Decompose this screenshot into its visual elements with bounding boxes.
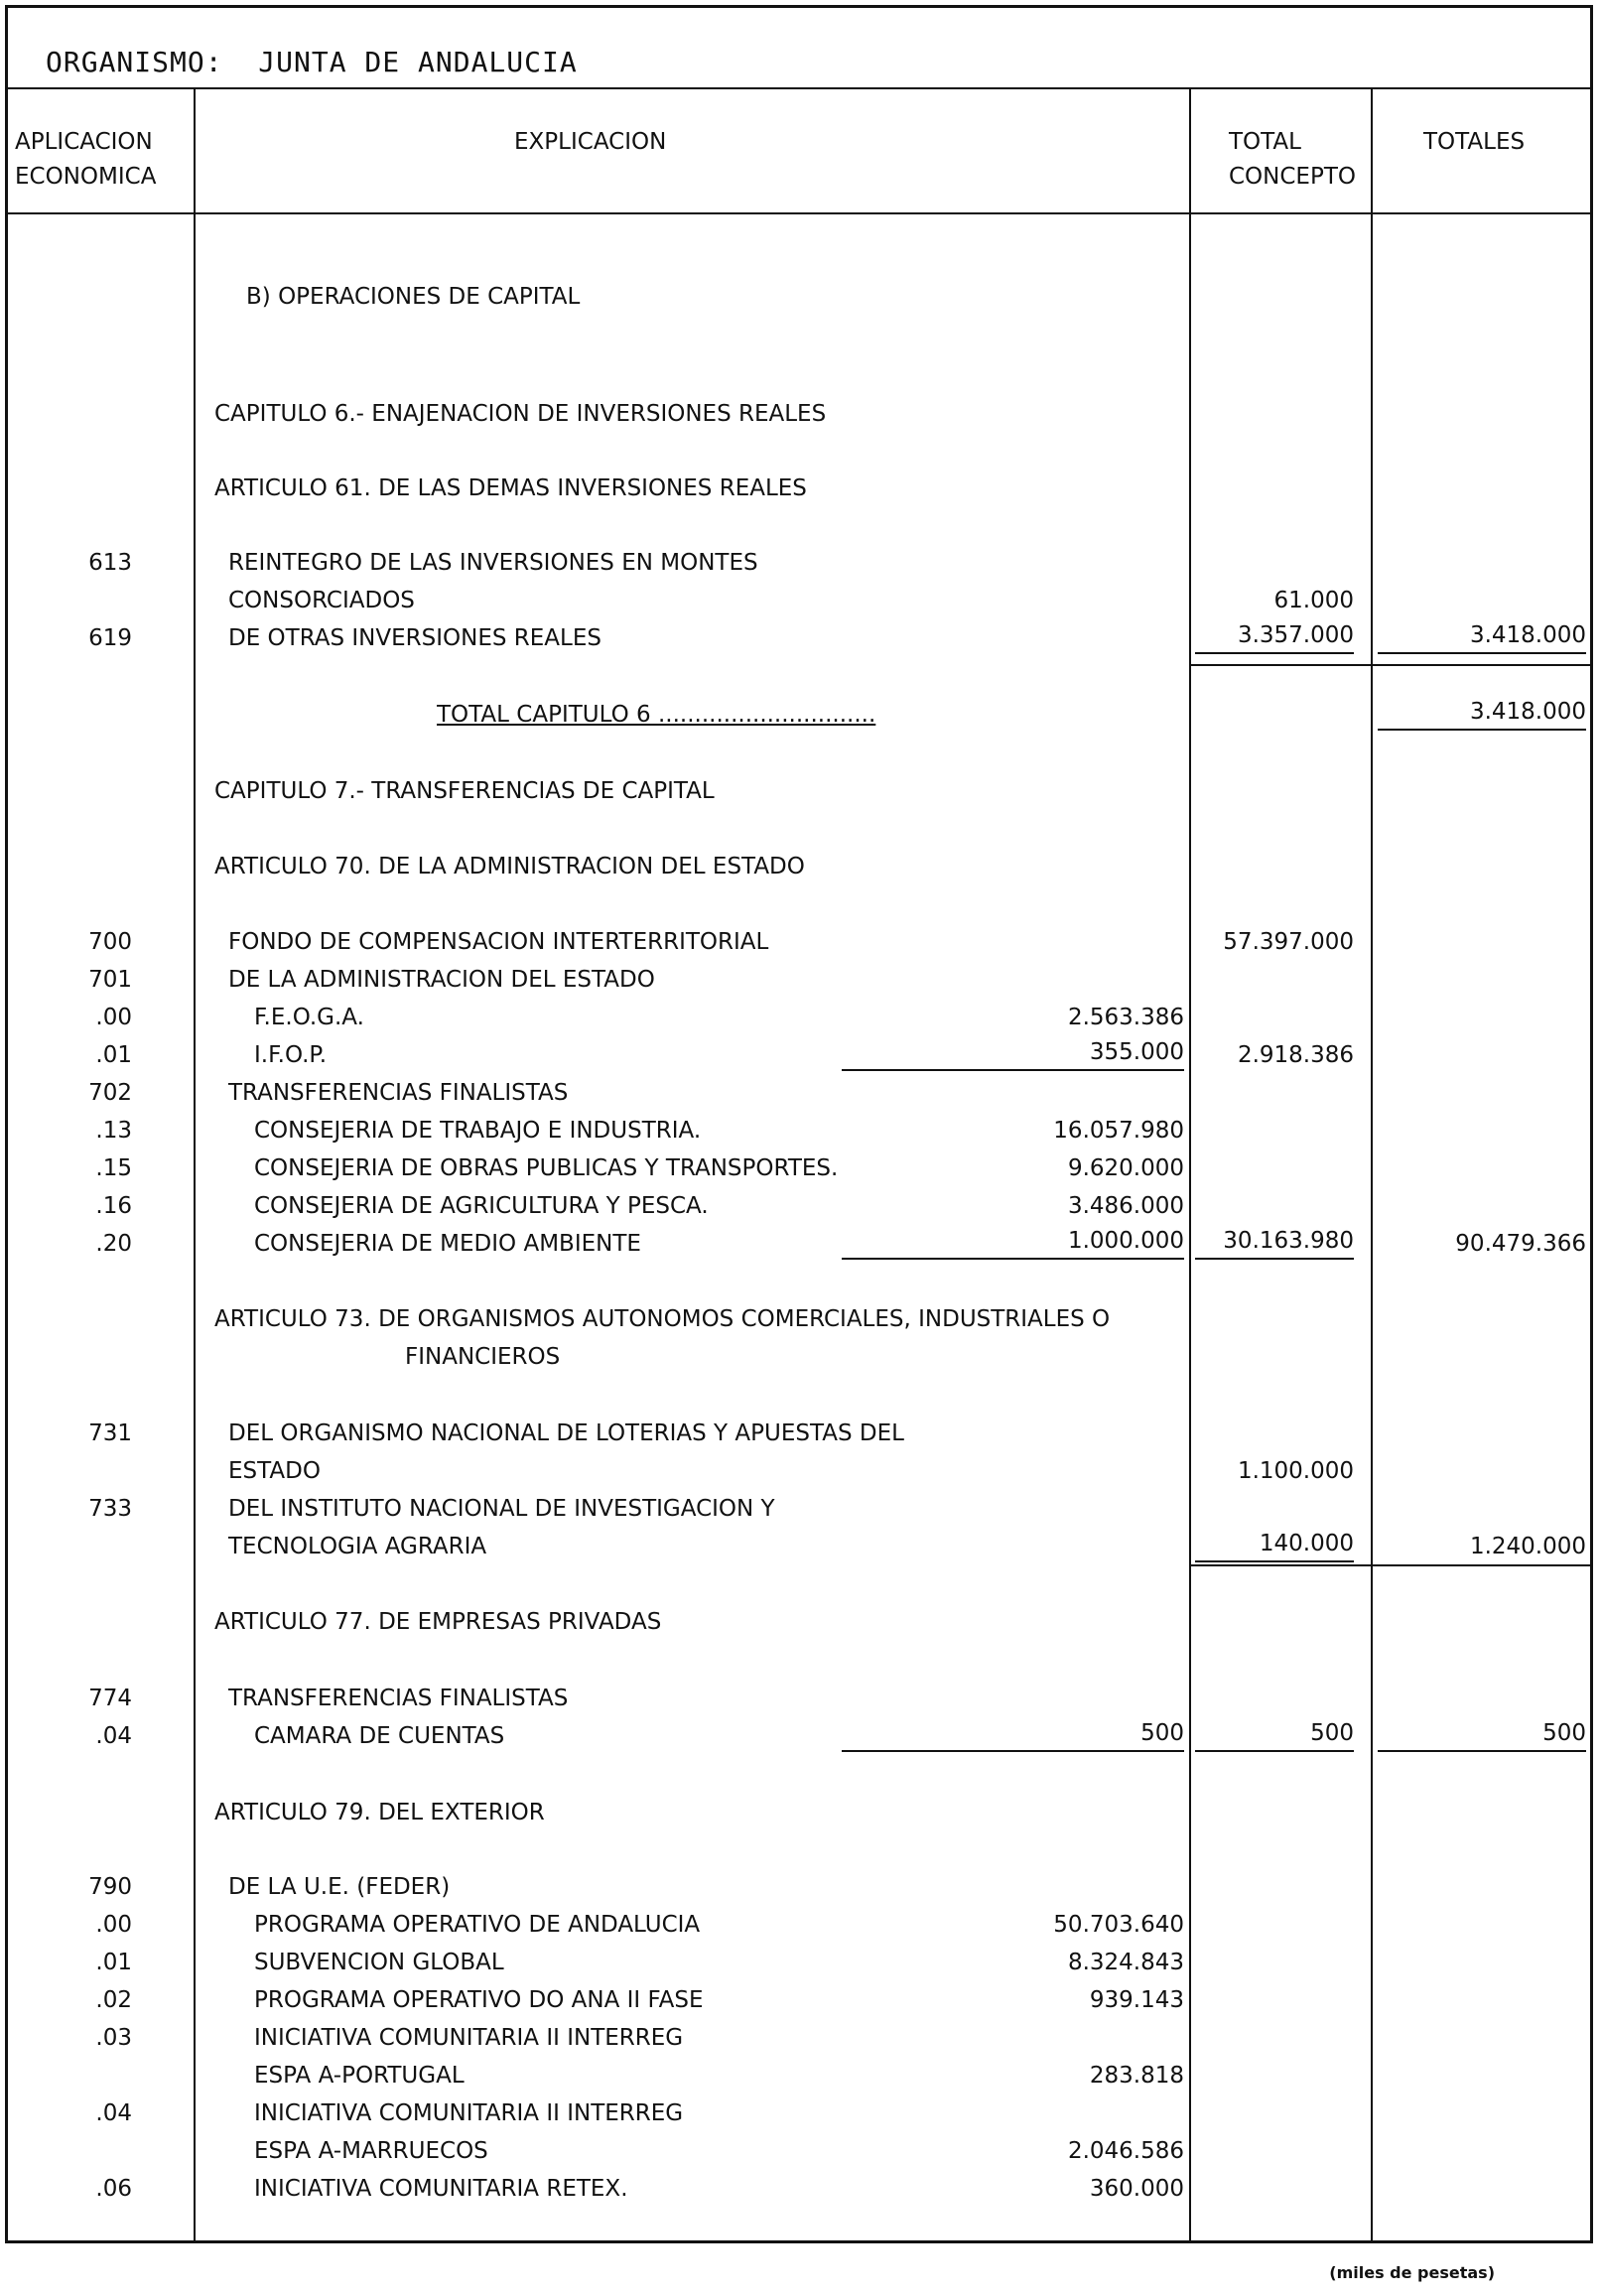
row-explanation: DE OTRAS INVERSIONES REALES	[228, 625, 601, 651]
table-row	[8, 1528, 1590, 1565]
row-amount-detail: 355.000	[842, 1036, 1184, 1071]
row-code: 701	[88, 967, 132, 993]
table-row	[8, 1338, 1590, 1376]
table-row	[8, 395, 1590, 433]
table-row	[8, 1794, 1590, 1831]
table-row	[8, 1112, 1590, 1149]
title-divider	[8, 87, 1590, 89]
row-explanation: CONSEJERIA DE MEDIO AMBIENTE	[254, 1231, 641, 1257]
table-row	[8, 772, 1590, 810]
table-row	[8, 1944, 1590, 1981]
row-explanation: INICIATIVA COMUNITARIA RETEX.	[254, 2176, 628, 2202]
row-code: 733	[88, 1496, 132, 1522]
row-explanation: DE LA U.E. (FEDER)	[228, 1874, 451, 1900]
row-explanation: TRANSFERENCIAS FINALISTAS	[228, 1080, 569, 1106]
row-explanation: INICIATIVA COMUNITARIA II INTERREG	[254, 2025, 684, 2051]
row-explanation: ARTICULO 73. DE ORGANISMOS AUTONOMOS COMERCIALES, INDUSTRIALES O	[214, 1306, 1111, 1332]
row-amount-detail: 3.486.000	[1067, 1193, 1184, 1219]
row-code: 774	[88, 1686, 132, 1711]
row-code: 731	[88, 1420, 132, 1446]
row-total-concepto: 30.163.980	[1195, 1225, 1354, 1260]
row-total-concepto: 2.918.386	[1237, 1042, 1354, 1068]
row-code: .00	[95, 1005, 132, 1030]
row-explanation: DEL INSTITUTO NACIONAL DE INVESTIGACION Y	[228, 1496, 775, 1522]
row-explanation: TOTAL CAPITULO 6 ..............................	[437, 702, 876, 728]
row-code: .00	[95, 1912, 132, 1938]
table-row	[8, 1036, 1590, 1074]
row-explanation: FONDO DE COMPENSACION INTERTERRITORIAL	[228, 929, 769, 955]
row-code: .16	[95, 1193, 132, 1219]
row-code: .02	[95, 1987, 132, 2013]
row-code: .20	[95, 1231, 132, 1257]
row-code: .15	[95, 1155, 132, 1181]
row-explanation: ARTICULO 70. DE LA ADMINISTRACION DEL ESTADO	[214, 854, 805, 879]
row-explanation: ESPA A-MARRUECOS	[254, 2138, 488, 2164]
row-explanation: DEL ORGANISMO NACIONAL DE LOTERIAS Y APUESTAS DEL	[228, 1420, 904, 1446]
row-total-concepto: 500	[1195, 1717, 1354, 1752]
row-code: 790	[88, 1874, 132, 1900]
header-divider	[8, 212, 1590, 214]
row-code: .01	[95, 1042, 132, 1068]
table-row	[8, 619, 1590, 657]
row-explanation: DE LA ADMINISTRACION DEL ESTADO	[228, 967, 655, 993]
row-explanation: PROGRAMA OPERATIVO DO ANA II FASE	[254, 1987, 704, 2013]
totals-rule-6a	[1189, 664, 1590, 666]
table-row	[8, 2057, 1590, 2094]
table-row	[8, 999, 1590, 1036]
table-row	[8, 1868, 1590, 1906]
row-explanation: CAPITULO 7.- TRANSFERENCIAS DE CAPITAL	[214, 778, 715, 804]
table-row	[8, 1187, 1590, 1225]
row-amount-detail: 2.046.586	[1067, 2138, 1184, 2164]
table-row	[8, 1680, 1590, 1717]
row-amount-detail: 1.000.000	[842, 1225, 1184, 1260]
row-explanation: REINTEGRO DE LAS INVERSIONES EN MONTES	[228, 550, 758, 576]
row-code: 613	[88, 550, 132, 576]
row-code: .04	[95, 1723, 132, 1749]
row-explanation: ARTICULO 61. DE LAS DEMAS INVERSIONES REALES	[214, 475, 807, 501]
row-explanation: F.E.O.G.A.	[254, 1005, 364, 1030]
table-row	[8, 1415, 1590, 1452]
row-code: .06	[95, 2176, 132, 2202]
header-totales: TOTALES	[1423, 129, 1526, 155]
row-explanation: CAMARA DE CUENTAS	[254, 1723, 505, 1749]
table-row	[8, 2132, 1590, 2170]
row-amount-detail: 2.563.386	[1067, 1005, 1184, 1030]
table-row	[8, 961, 1590, 999]
row-amount-detail: 360.000	[1089, 2176, 1184, 2202]
table-row	[8, 278, 1590, 316]
table-row	[8, 1225, 1590, 1263]
row-amount-detail: 16.057.980	[1053, 1118, 1184, 1144]
table-row	[8, 470, 1590, 507]
table-row	[8, 2019, 1590, 2057]
row-amount-detail: 9.620.000	[1067, 1155, 1184, 1181]
table-row	[8, 1149, 1590, 1187]
table-row	[8, 544, 1590, 582]
table-row	[8, 1300, 1590, 1338]
row-code: 702	[88, 1080, 132, 1106]
row-explanation: B) OPERACIONES DE CAPITAL	[246, 284, 581, 310]
row-explanation: CONSEJERIA DE OBRAS PUBLICAS Y TRANSPORTES.	[254, 1155, 839, 1181]
row-explanation: I.F.O.P.	[254, 1042, 328, 1068]
row-code: .13	[95, 1118, 132, 1144]
table-row	[8, 696, 1590, 734]
row-explanation: SUBVENCION GLOBAL	[254, 1950, 504, 1975]
totals-rule-73	[1189, 1564, 1590, 1566]
table-row	[8, 1490, 1590, 1528]
row-explanation: ARTICULO 77. DE EMPRESAS PRIVADAS	[214, 1609, 662, 1635]
row-total-concepto: 3.357.000	[1195, 619, 1354, 654]
row-explanation: CONSEJERIA DE TRABAJO E INDUSTRIA.	[254, 1118, 702, 1144]
row-total-concepto: 57.397.000	[1223, 929, 1354, 955]
header-aplicacion: APLICACION ECONOMICA	[15, 129, 157, 190]
table-row	[8, 1906, 1590, 1944]
row-totales: 1.240.000	[1469, 1534, 1586, 1559]
row-explanation: TRANSFERENCIAS FINALISTAS	[228, 1686, 569, 1711]
row-amount-detail: 8.324.843	[1067, 1950, 1184, 1975]
row-explanation: CAPITULO 6.- ENAJENACION DE INVERSIONES REALES	[214, 401, 827, 427]
row-amount-detail: 939.143	[1089, 1987, 1184, 2013]
row-code: .01	[95, 1950, 132, 1975]
row-total-concepto: 61.000	[1273, 588, 1354, 613]
table-row	[8, 2094, 1590, 2132]
budget-document	[5, 5, 1593, 2243]
row-explanation: PROGRAMA OPERATIVO DE ANDALUCIA	[254, 1912, 701, 1938]
table-row	[8, 1452, 1590, 1490]
row-explanation: CONSORCIADOS	[228, 588, 415, 613]
row-code: .04	[95, 2100, 132, 2126]
table-row	[8, 1603, 1590, 1641]
row-explanation: ESTADO	[228, 1458, 321, 1484]
organism-title: ORGANISMO: JUNTA DE ANDALUCIA	[46, 46, 578, 78]
row-explanation: ESPA A-PORTUGAL	[254, 2063, 465, 2089]
row-total-concepto: 140.000	[1195, 1528, 1354, 1562]
row-explanation: TECNOLOGIA AGRARIA	[228, 1534, 487, 1559]
row-totales: 90.479.366	[1455, 1231, 1586, 1257]
table-row	[8, 2170, 1590, 2208]
row-totales: 500	[1378, 1717, 1586, 1752]
row-amount-detail: 50.703.640	[1053, 1912, 1184, 1938]
table-row	[8, 1717, 1590, 1755]
row-code: 700	[88, 929, 132, 955]
row-totales: 3.418.000	[1378, 696, 1586, 731]
row-code: 619	[88, 625, 132, 651]
table-row	[8, 923, 1590, 961]
row-code: .03	[95, 2025, 132, 2051]
units-note: (miles de pesetas)	[1329, 2263, 1495, 2282]
row-amount-detail: 283.818	[1089, 2063, 1184, 2089]
table-row	[8, 1981, 1590, 2019]
row-total-concepto: 1.100.000	[1237, 1458, 1354, 1484]
row-amount-detail: 500	[842, 1717, 1184, 1752]
row-explanation: ARTICULO 79. DEL EXTERIOR	[214, 1800, 545, 1825]
header-total-concepto: TOTAL CONCEPTO	[1229, 129, 1356, 190]
header-explicacion: EXPLICACION	[514, 129, 667, 155]
row-explanation: INICIATIVA COMUNITARIA II INTERREG	[254, 2100, 684, 2126]
table-row	[8, 582, 1590, 619]
table-row	[8, 1074, 1590, 1112]
row-explanation: FINANCIEROS	[405, 1344, 561, 1370]
row-explanation: CONSEJERIA DE AGRICULTURA Y PESCA.	[254, 1193, 709, 1219]
table-row	[8, 848, 1590, 885]
row-totales: 3.418.000	[1378, 619, 1586, 654]
